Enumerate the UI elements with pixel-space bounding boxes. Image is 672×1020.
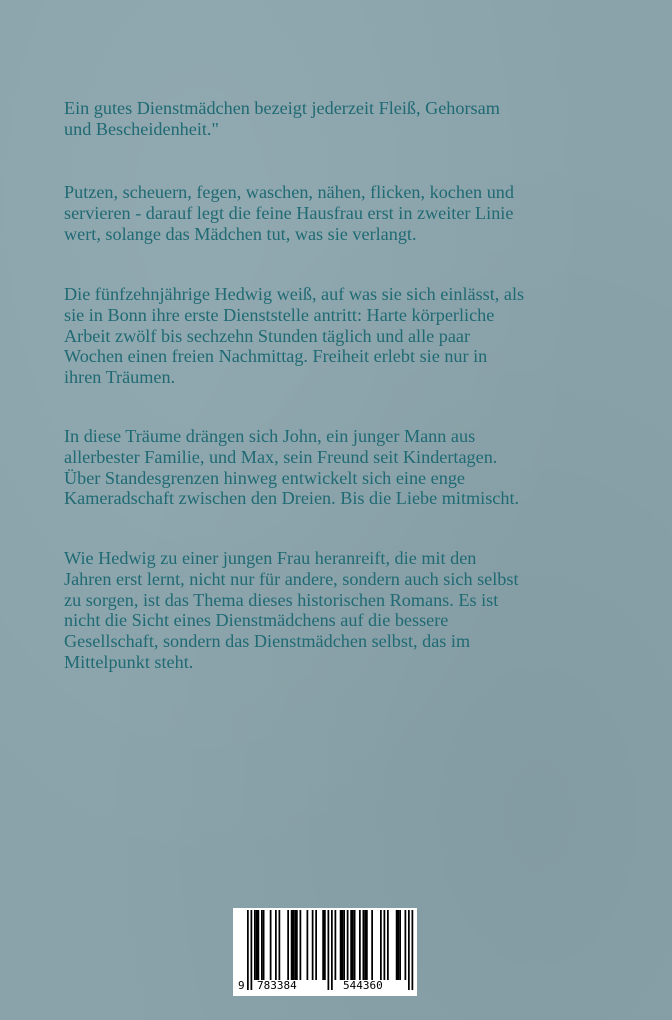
barcode-bar — [324, 910, 326, 980]
barcode-bar — [251, 910, 253, 990]
barcode-bar — [371, 910, 373, 980]
barcode-bar — [387, 910, 389, 980]
barcode-bar — [275, 910, 277, 980]
barcode-bar — [331, 910, 333, 990]
barcode-bar — [296, 910, 298, 980]
barcode-bar — [366, 910, 368, 980]
isbn-right-group: 544360 — [343, 979, 383, 992]
barcode-bar — [270, 910, 272, 980]
barcode-bar — [261, 910, 263, 980]
barcode-bar — [398, 910, 400, 980]
barcode-bar — [254, 910, 256, 980]
isbn-barcode — [233, 908, 417, 996]
barcode-bar — [300, 910, 302, 980]
isbn-left-group: 783384 — [257, 979, 297, 992]
barcode-bar — [322, 910, 324, 980]
barcode-bar — [342, 910, 344, 980]
isbn-first-digit: 9 — [238, 979, 245, 992]
barcode-bar — [279, 910, 281, 980]
barcode-bar — [294, 910, 296, 980]
barcode-bar — [347, 910, 349, 980]
barcode-bar — [312, 910, 314, 980]
isbn-number — [233, 979, 417, 995]
barcode-bar — [352, 910, 354, 980]
barcode-bar — [258, 910, 260, 980]
barcode-bar — [380, 910, 382, 980]
barcode-bar — [384, 910, 386, 980]
barcode-bar — [263, 910, 265, 980]
barcode-bar — [359, 910, 361, 980]
barcode-bar — [408, 910, 410, 990]
blurb-paragraph-4: In diese Träume drängen sich John, ein junger Mann aus allerbester Familie, und Max, sein Freund seit Kindertagen. Über Standesgrenzen hinweg entwickelt sich eine enge Kameradschaft zwischen den Dreien. Bis die Liebe mitmischt. — [64, 426, 520, 509]
barcode-bar — [363, 910, 365, 980]
barcode-bar — [315, 910, 317, 980]
blurb-paragraph-1: Ein gutes Dienstmädchen bezeigt jederzeit Fleiß, Gehorsam und Bescheidenheit." — [64, 98, 500, 139]
barcode-bar — [291, 910, 293, 980]
barcode-bar — [340, 910, 342, 980]
barcode-bar — [247, 910, 249, 990]
barcode-bar — [405, 910, 407, 980]
barcode-bar — [293, 910, 295, 980]
blurb-paragraph-5: Wie Hedwig zu einer jungen Frau heranreift, die mit den Jahren erst lernt, nicht nur für andere, sondern auch sich selbst zu sorgen, ist das Thema dieses historischen Romans. Es ist nicht die Sicht eines Dienstmädchens auf die bessere Gesellschaft, sondern das Dienstmädchen selbst, das im Mittelpunkt steht. — [64, 548, 519, 672]
blurb-paragraph-3: Die fünfzehnjährige Hedwig weiß, auf was sie sich einlässt, als sie in Bonn ihre erste Dienststelle antritt: Harte körperliche Arbeit zwölf bis sechzehn Stunden täglich und alle paar Wochen einen freien Nachmittag. Freiheit erlebt sie nur in ihren Träumen. — [64, 284, 525, 388]
barcode-bar — [307, 910, 309, 980]
barcode-bar — [350, 910, 352, 980]
blurb-paragraph-2: Putzen, scheuern, fegen, waschen, nähen, flicken, kochen und servieren - darauf legt die feine Hausfrau erst in zweiter Linie wert, solange das Mädchen tut, was sie verlangt. — [64, 182, 514, 244]
barcode-bar — [364, 910, 366, 980]
barcode-bar — [328, 910, 330, 990]
barcode-bar — [399, 910, 401, 980]
barcode-bar — [335, 910, 337, 980]
barcode-bar — [343, 910, 345, 980]
barcode-bar — [256, 910, 258, 980]
barcode-bar — [354, 910, 356, 980]
barcode-bar — [396, 910, 398, 980]
barcode-bar — [412, 910, 414, 990]
barcode-bar — [287, 910, 289, 980]
